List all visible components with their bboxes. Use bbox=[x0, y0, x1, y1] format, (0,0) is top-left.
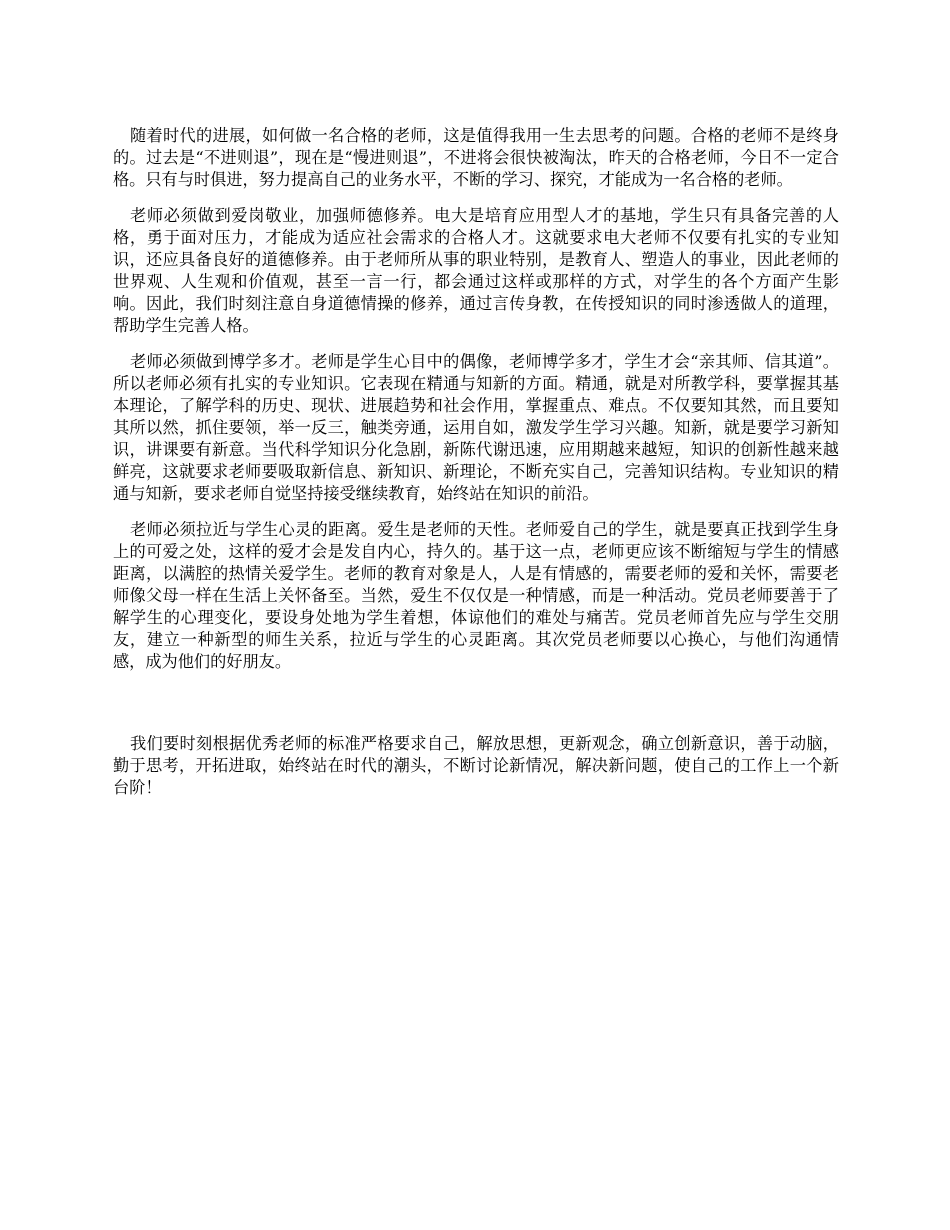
paragraph-knowledge: 老师必须做到博学多才。老师是学生心目中的偶像，老师博学多才，学生才会“亲其师、信其道”。所以老师必须有扎实的专业知识。它表现在精通与知新的方面。精通，就是对所教学科，要掌握其基本理论，了解学科的历史、现状、进展趋势和社会作用，掌握重点、难点。不仅要知其然，而且要知其所以然，抓住要领，举一反三，触类旁通，运用自如，激发学生学习兴趣。知新，就是要学习新知识，讲课要有新意。当代科学知识分化急剧，新陈代谢迅速，应用期越来越短，知识的创新性越来越鲜亮，这就要求老师要吸取新信息、新知识、新理论，不断充实自己，完善知识结构。专业知识的精通与知新，要求老师自觉坚持接受继续教育，始终站在知识的前沿。 bbox=[113, 352, 839, 503]
document-body bbox=[113, 125, 839, 813]
paragraph-intro: 随着时代的进展，如何做一名合格的老师，这是值得我用一生去思考的问题。合格的老师不是终身的。过去是“不进则退”，现在是“慢进则退”，不进将会很快被淘汰，昨天的合格老师，今日不一定合格。只有与时俱进，努力提高自己的业务水平，不断的学习、探究，才能成为一名合格的老师。 bbox=[113, 126, 839, 189]
paragraph-student-relations: 老师必须拉近与学生心灵的距离。爱生是老师的天性。老师爱自己的学生，就是要真正找到学生身上的可爱之处，这样的爱才会是发自内心，持久的。基于这一点，老师更应该不断缩短与学生的情感距离，以满腔的热情关爱学生。老师的教育对象是人，人是有情感的，需要老师的爱和关怀，需要老师像父母一样在生活上关怀备至。当然，爱生不仅仅是一种情感，而是一种活动。党员老师要善于了解学生的心理变化，要设身处地为学生着想，体谅他们的难处与痛苦。党员老师首先应与学生交朋友，建立一种新型的师生关系，拉近与学生的心灵距离。其次党员老师要以心换心，与他们沟通情感，成为他们的好朋友。 bbox=[113, 520, 839, 671]
paragraph-conclusion: 我们要时刻根据优秀老师的标准严格要求自己，解放思想，更新观念，确立创新意识，善于动脑，勤于思考，开拓进取，始终站在时代的潮头，不断讨论新情况，解决新问题，使自己的工作上一个新台阶！ bbox=[113, 734, 839, 797]
paragraph-dedication: 老师必须做到爱岗敬业，加强师德修养。电大是培育应用型人才的基地，学生只有具备完善的人格，勇于面对压力，才能成为适应社会需求的合格人才。这就要求电大老师不仅要有扎实的专业知识，还应具备良好的道德修养。由于老师所从事的职业特别，是教育人、塑造人的事业，因此老师的世界观、人生观和价值观，甚至一言一行，都会通过这样或那样的方式，对学生的各个方面产生影响。因此，我们时刻注意自身道德情操的修养，通过言传身教，在传授知识的同时渗透做人的道理，帮助学生完善人格。 bbox=[113, 206, 839, 335]
